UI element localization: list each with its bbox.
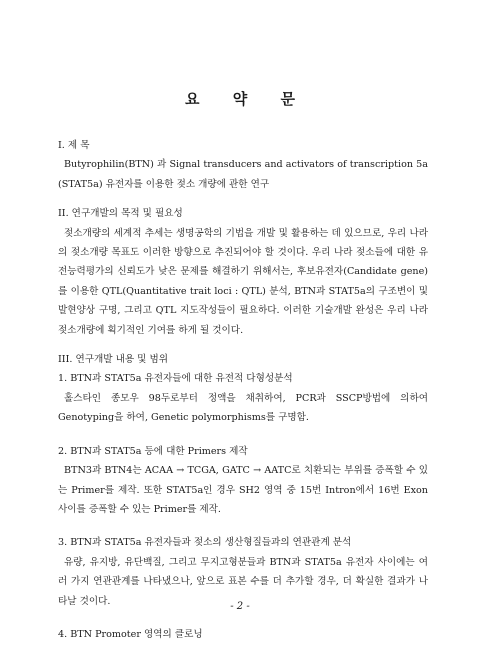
section-paragraph: 유량, 유지방, 유단백질, 그리고 무지고형분들과 BTN과 STAT5a 유전자 사이에는 여러 가지 연관관계를 나타냈으나, 앞으로 표본 수를 더 추가할 경우, 더 확실한 결과가 나타날 것이다.: [58, 556, 428, 607]
section-paragraph: 홀스타인 종모우 98두로부터 정액을 채취하여, PCR과 SSCP방법에 의하여 Genotyping을 하여, Genetic polymorphisms를 구명함.: [58, 392, 428, 424]
page-number: - 2 -: [230, 601, 250, 612]
section-paragraph: 젖소개량의 세계적 추세는 생명공학의 기법을 개발 및 활용하는 데 있으므로, 우리 나라의 젖소개량 목표도 이러한 방향으로 추진되어야 할 것이다. 우리 나라 젖소들에 대한 유전능력평가의 신뢰도가 낮은 문제를 해결하기 위해서는, 후보유전자(Candidate gene)를 이용한 QTL(Quantitative trait loci : QTL) 분석, BTN과 STAT5a의 구조변이 및 발현양상 구명, 그리고 QTL 지도작성들이 필요하다. 이러한 기술개발 완성은 우리 나라 젖소개량에 획기적인 기여를 하게 될 것이다.: [58, 227, 428, 336]
section-paragraph: Butyrophilin(BTN) 과 Signal transducers and activators of transcription 5a (STAT5a) 유전자를 이용한 젖소 개량에 관한 연구: [58, 159, 428, 190]
section-heading: III. 연구개발 내용 및 범위: [58, 354, 169, 366]
subsection-heading: 2. BTN과 STAT5a 등에 대한 Primers 제작: [58, 445, 248, 457]
subsection-heading: 1. BTN과 STAT5a 유전자들에 대한 유전적 다형성분석: [58, 373, 293, 385]
page-title: 요 약 문: [185, 90, 309, 108]
section-paragraph: BTN3과 BTN4는 ACAA → TCGA, GATC → AATC로 치환되는 부위를 증폭할 수 있는 Primer를 제작. 또한 STAT5a인 경우 SH2 영역 중 15번 Intron에서 16번 Exon 사이를 증폭할 수 있는 Primer를 제작.: [58, 465, 428, 515]
subsection-heading: 3. BTN과 STAT5a 유전자들과 젖소의 생산형질들과의 연관관계 분석: [58, 537, 352, 549]
subsection-heading: 4. BTN Promoter 영역의 클로닝: [58, 628, 203, 640]
document-body: [58, 136, 428, 644]
section-heading: I. 제 목: [58, 140, 90, 151]
section-heading: II. 연구개발의 목적 및 필요성: [58, 208, 183, 220]
